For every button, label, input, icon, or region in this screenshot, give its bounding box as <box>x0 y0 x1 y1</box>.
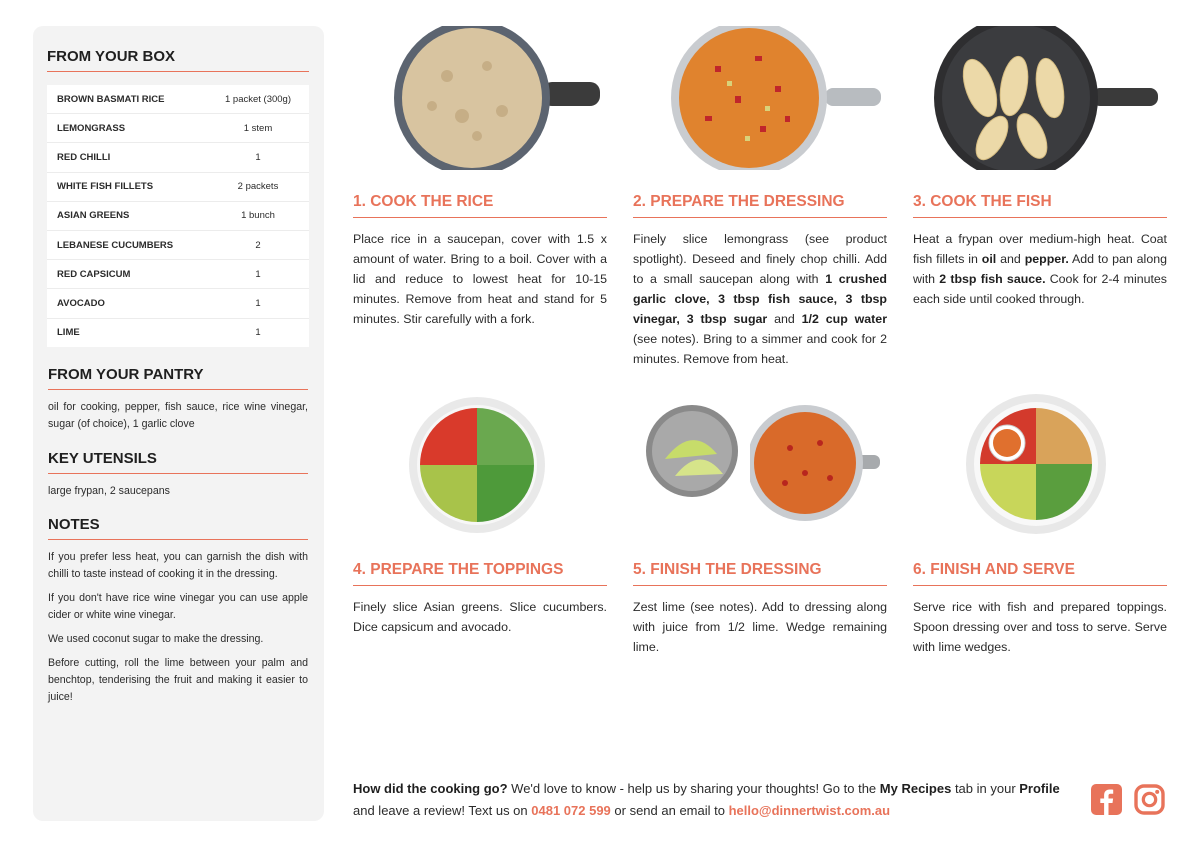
step-text-bold: pepper. <box>1024 252 1069 266</box>
step-text: Cook for 2-4 minutes each side until cooked through. <box>913 272 1168 306</box>
step-body <box>633 597 887 657</box>
facebook-icon[interactable] <box>1091 784 1122 815</box>
utensils-text: large frypan, 2 saucepans <box>48 485 170 497</box>
step-3 <box>913 193 1167 309</box>
table-row <box>47 231 309 260</box>
instagram-icon[interactable] <box>1134 784 1165 815</box>
pantry-title: FROM YOUR PANTRY <box>48 366 308 390</box>
box-ingredients-table <box>47 85 309 347</box>
finished-dressing-photo <box>750 403 880 523</box>
utensils-section <box>48 450 308 500</box>
notes-section <box>48 516 308 713</box>
step-title: 4. PREPARE THE TOPPINGS <box>353 561 607 586</box>
step-1 <box>353 193 607 329</box>
footer-question: How did the cooking go? <box>353 781 508 796</box>
step-text-bold: 1/2 cup water <box>801 312 888 326</box>
ingredients-sidebar <box>33 26 324 821</box>
note-paragraph: We used coconut sugar to make the dressing. <box>48 633 264 645</box>
ingredient-name: ASIAN GREENS <box>47 201 207 230</box>
step-text: Serve rice with fish and prepared toppings. Spoon dressing over and toss to serve. Serve with lime wedges. <box>913 600 1167 654</box>
lime-wedges-photo <box>645 404 740 499</box>
step-text: Finely slice lemongrass (see product spotlight). Deseed and finely chop chilli. Add to a small saucepan along with <box>633 232 887 286</box>
profile-label: Profile <box>1019 781 1060 796</box>
step-body <box>913 597 1167 657</box>
step-title: 2. PREPARE THE DRESSING <box>633 193 887 218</box>
ingredient-qty: 1 bunch <box>207 201 309 230</box>
ingredient-qty: 1 packet (300g) <box>207 85 309 114</box>
step-4 <box>353 561 607 637</box>
step-text-bold: 1 crushed garlic clove, 3 tbsp fish sauce, 3 tbsp vinegar, 3 tbsp sugar <box>633 272 887 326</box>
step-text: (see notes). Bring to a simmer and cook for 2 minutes. Remove from heat. <box>633 332 887 366</box>
footer-text: We'd love to know - help us by sharing your thoughts! Go to the <box>507 781 880 796</box>
feedback-footer <box>353 778 1078 822</box>
footer-text: tab in your <box>951 781 1020 796</box>
ingredient-name: RED CHILLI <box>47 143 207 172</box>
step-2 <box>633 193 887 369</box>
email-link[interactable]: hello@dinnertwist.com.au <box>728 803 891 818</box>
notes-title: NOTES <box>48 516 308 540</box>
ingredient-qty: 2 <box>207 231 309 260</box>
step-title: 3. COOK THE FISH <box>913 193 1167 218</box>
pantry-section <box>48 366 308 433</box>
step-title: 6. FINISH AND SERVE <box>913 561 1167 586</box>
table-row <box>47 201 309 230</box>
box-section-title: FROM YOUR BOX <box>47 48 309 72</box>
ingredient-name: LEMONGRASS <box>47 114 207 143</box>
table-row <box>47 260 309 289</box>
ingredient-qty: 1 stem <box>207 114 309 143</box>
ingredient-name: RED CAPSICUM <box>47 260 207 289</box>
ingredient-qty: 1 <box>207 260 309 289</box>
ingredient-qty: 1 <box>255 327 261 339</box>
ingredient-name: LEBANESE CUCUMBERS <box>47 231 207 260</box>
utensils-title: KEY UTENSILS <box>48 450 308 474</box>
note-paragraph: Before cutting, roll the lime between your palm and benchtop, tenderising the fruit and making it easier to juice! <box>48 657 308 703</box>
phone-number-link[interactable]: 0481 072 599 <box>531 803 611 818</box>
table-row <box>47 114 309 143</box>
footer-text: or send an email to <box>610 803 729 818</box>
step-body <box>913 229 1167 309</box>
table-row <box>47 143 309 172</box>
step-text: Zest lime (see notes). Add to dressing along with juice from 1/2 lime. Wedge remaining lime. <box>633 600 887 654</box>
my-recipes-label: My Recipes <box>879 781 952 796</box>
step-text: and <box>767 312 802 326</box>
step-text: Add to pan along with <box>913 252 1167 286</box>
step-text-bold: 2 tbsp fish sauce. <box>939 272 1046 286</box>
step-text-bold: oil <box>981 252 997 266</box>
ingredient-name: LIME <box>57 327 80 339</box>
notes-body <box>48 549 308 706</box>
step-body <box>353 229 607 329</box>
step-5 <box>633 561 887 657</box>
ingredient-qty: 2 packets <box>207 172 309 201</box>
table-row <box>47 289 309 318</box>
note-paragraph: If you prefer less heat, you can garnish the dish with chilli to taste instead of cooking it in the dressing. <box>48 551 308 580</box>
dressing-saucepan-photo <box>665 26 883 170</box>
step-body <box>353 597 607 637</box>
step-text: Heat a frypan over medium-high heat. Coat fish fillets in <box>913 232 1167 266</box>
table-row <box>47 85 309 114</box>
table-row <box>47 172 309 201</box>
ingredient-qty: 1 <box>207 143 309 172</box>
toppings-plate-photo <box>408 396 546 534</box>
footer-text: and leave a review! Text us on <box>353 803 532 818</box>
ingredient-name: AVOCADO <box>47 289 207 318</box>
step-title: 5. FINISH THE DRESSING <box>633 561 887 586</box>
rice-saucepan-photo <box>392 26 602 170</box>
fish-frypan-photo <box>932 26 1160 170</box>
finished-dish-photo <box>965 393 1107 535</box>
ingredient-name: WHITE FISH FILLETS <box>47 172 207 201</box>
pantry-text: oil for cooking, pepper, fish sauce, rice wine vinegar, sugar (of choice), 1 garlic clove <box>48 401 308 430</box>
ingredient-qty: 1 <box>207 289 309 318</box>
ingredient-name: BROWN BASMATI RICE <box>47 85 207 114</box>
step-6 <box>913 561 1167 657</box>
step-text: Place rice in a saucepan, cover with 1.5 x amount of water. Bring to a boil. Cover with a lid and reduce to lowest heat for 10-15 minutes. Remove from heat and stand for 5 minutes. Stir carefully with a fork. <box>353 232 607 326</box>
note-paragraph: If you don't have rice wine vinegar you can use apple cider or white wine vinegar. <box>48 592 308 621</box>
step-body <box>633 229 887 369</box>
step-text: Finely slice Asian greens. Slice cucumbers. Dice capsicum and avocado. <box>353 600 607 634</box>
step-title: 1. COOK THE RICE <box>353 193 607 218</box>
step-text: and <box>996 252 1025 266</box>
table-row <box>47 318 309 347</box>
